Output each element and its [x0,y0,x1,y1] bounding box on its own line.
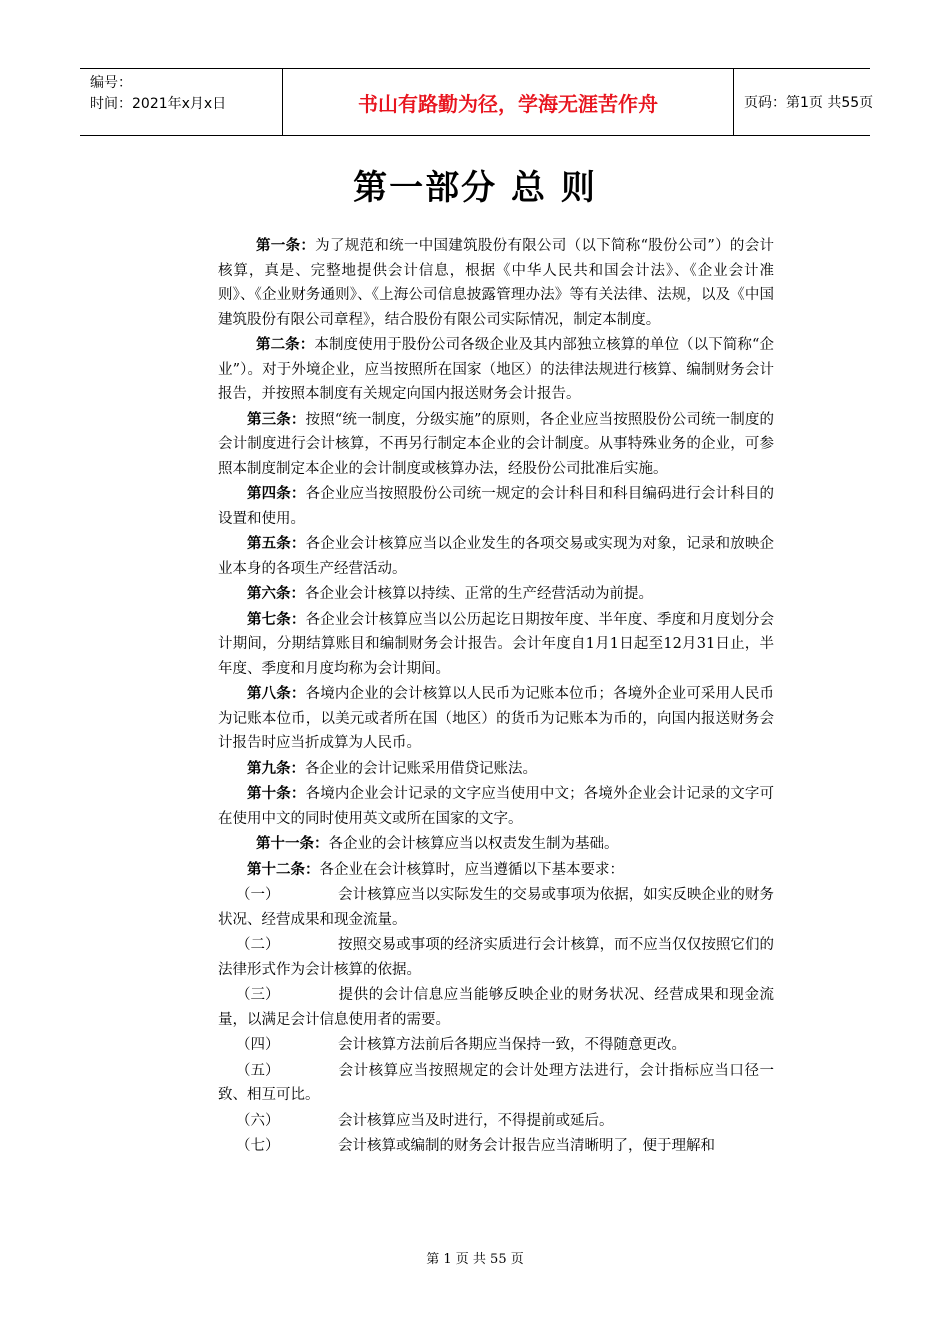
requirement-number: （四） [236,1037,280,1053]
requirement-7 [218,1134,774,1159]
article-label: 第二条： [256,336,315,353]
article-label: 第五条： [247,535,306,552]
document-body [218,234,774,1160]
article-text: 各境内企业的会计核算以人民币为记账本位币；各境外企业可采用人民币为记账本位币，以美元或者所在国（地区）的货币为记账本为币的，向国内报送财务会计报告时应当折成算为人民币。 [218,686,775,751]
requirement-2 [218,933,774,982]
article-label: 第十一条： [256,835,329,852]
article-8 [218,682,774,756]
requirement-text: 会计核算或编制的财务会计报告应当清晰明了，便于理解和 [338,1138,715,1154]
requirement-1 [218,883,774,932]
page-info: 页码：第1页 共55页 [744,95,874,111]
article-2 [218,333,774,407]
article-text: 各企业会计核算应当以企业发生的各项交易或实现为对象，记录和放映企业本身的各项生产经营活动。 [218,536,775,577]
requirement-text: 会计核算应当以实际发生的交易或事项为依据，如实反映企业的财务状况、经营成果和现金流量。 [218,887,774,928]
number-label: 编号： [90,75,132,91]
article-12 [218,858,774,883]
article-label: 第三条： [247,410,306,428]
article-label: 第四条： [247,485,306,502]
article-text: 按照“统一制度，分级实施”的原则，各企业应当按照股份公司统一制度的会计制度进行会计核算，不再另行制定本企业的会计制度。从事特殊业务的企业，可参照本制度制定本企业的会计制度或核算办法，经股份公司批准后实施。 [218,411,775,477]
article-3 [218,408,774,482]
article-text: 各企业应当按照股份公司统一规定的会计科目和科目编码进行会计科目的设置和使用。 [218,486,775,527]
article-6 [218,582,774,607]
header-meta [80,69,282,135]
article-label: 第九条： [247,759,305,777]
article-10 [218,782,774,831]
article-label: 第一条： [256,237,316,254]
article-text: 各企业的会计记账采用借贷记账法。 [305,760,537,777]
article-label: 第八条： [247,685,306,702]
requirement-text: 会计核算方法前后各期应当保持一致，不得随意更改。 [338,1037,686,1053]
article-label: 第十二条： [247,860,320,878]
article-text: 各企业会计核算以持续、正常的生产经营活动为前提。 [305,586,653,602]
motto: 书山有路勤为径，学海无涯苦作舟 [358,91,658,116]
requirement-number: （一） [236,887,280,903]
article-text: 各企业在会计核算时，应当遵循以下基本要求： [319,861,624,878]
article-label: 第六条： [247,585,305,602]
requirement-5 [218,1059,774,1108]
requirement-number: （六） [236,1112,280,1129]
requirement-6 [218,1109,774,1134]
article-9 [218,757,774,782]
article-1 [218,234,774,332]
article-4 [218,482,774,531]
requirement-number: （五） [236,1062,280,1079]
requirement-text: 按照交易或事项的经济实质进行会计核算，而不应当仅仅按照它们的法律形式作为会计核算的依据。 [218,937,774,978]
article-label: 第七条： [247,610,306,628]
requirement-number: （七） [236,1138,280,1154]
article-7 [218,608,774,682]
article-11 [218,832,774,857]
header-motto-cell [282,69,734,135]
article-text: 本制度使用于股份公司各级企业及其内部独立核算的单位（以下简称“企业”）。对于外境企业，应当按照所在国家（地区）的法律法规进行核算、编制财务会计报告，并按照本制度有关规定向国内报送财务会计报告。 [218,337,774,402]
requirement-4 [218,1033,774,1058]
requirement-text: 会计核算应当及时进行，不得提前或延后。 [338,1112,614,1129]
requirement-number: （三） [236,987,280,1003]
header-table [80,68,874,136]
page-title: 第一部分 总 则 [353,168,597,208]
article-5 [218,532,774,581]
requirement-number: （二） [236,937,280,953]
article-text: 各企业的会计核算应当以权责发生制为基础。 [328,836,619,852]
article-label: 第十条： [247,785,306,802]
requirement-3 [218,983,774,1032]
article-text: 各企业会计核算应当以公历起讫日期按年度、半年度、季度和月度划分会计期间，分期结算账目和编制财务会计报告。会计年度自1月1日起至12月31日止，半年度、季度和月度均称为会计期间。 [218,611,775,677]
page-footer: 第 1 页 共 55 页 [426,1252,524,1267]
requirement-text: 会计核算应当按照规定的会计处理方法进行，会计指标应当口径一致、相互可比。 [218,1062,774,1103]
article-text: 为了规范和统一中国建筑股份有限公司（以下简称“股份公司”）的会计核算，真是、完整地提供会计信息，根据《中华人民共和国会计法》、《企业会计准则》、《企业财务通则》、《上海公司信息披露管理办法》等有关法律、法规，以及《中国建筑股份有限公司章程》，结合股份有限公司实际情况，制定本制度。 [218,238,775,328]
requirement-text: 提供的会计信息应当能够反映企业的财务状况、经营成果和现金流量，以满足会计信息使用者的需要。 [218,987,774,1028]
article-text: 各境内企业会计记录的文字应当使用中文；各境外企业会计记录的文字可在使用中文的同时使用英文或所在国家的文字。 [218,786,775,827]
date-label: 时间：2021年x月x日 [90,96,227,112]
